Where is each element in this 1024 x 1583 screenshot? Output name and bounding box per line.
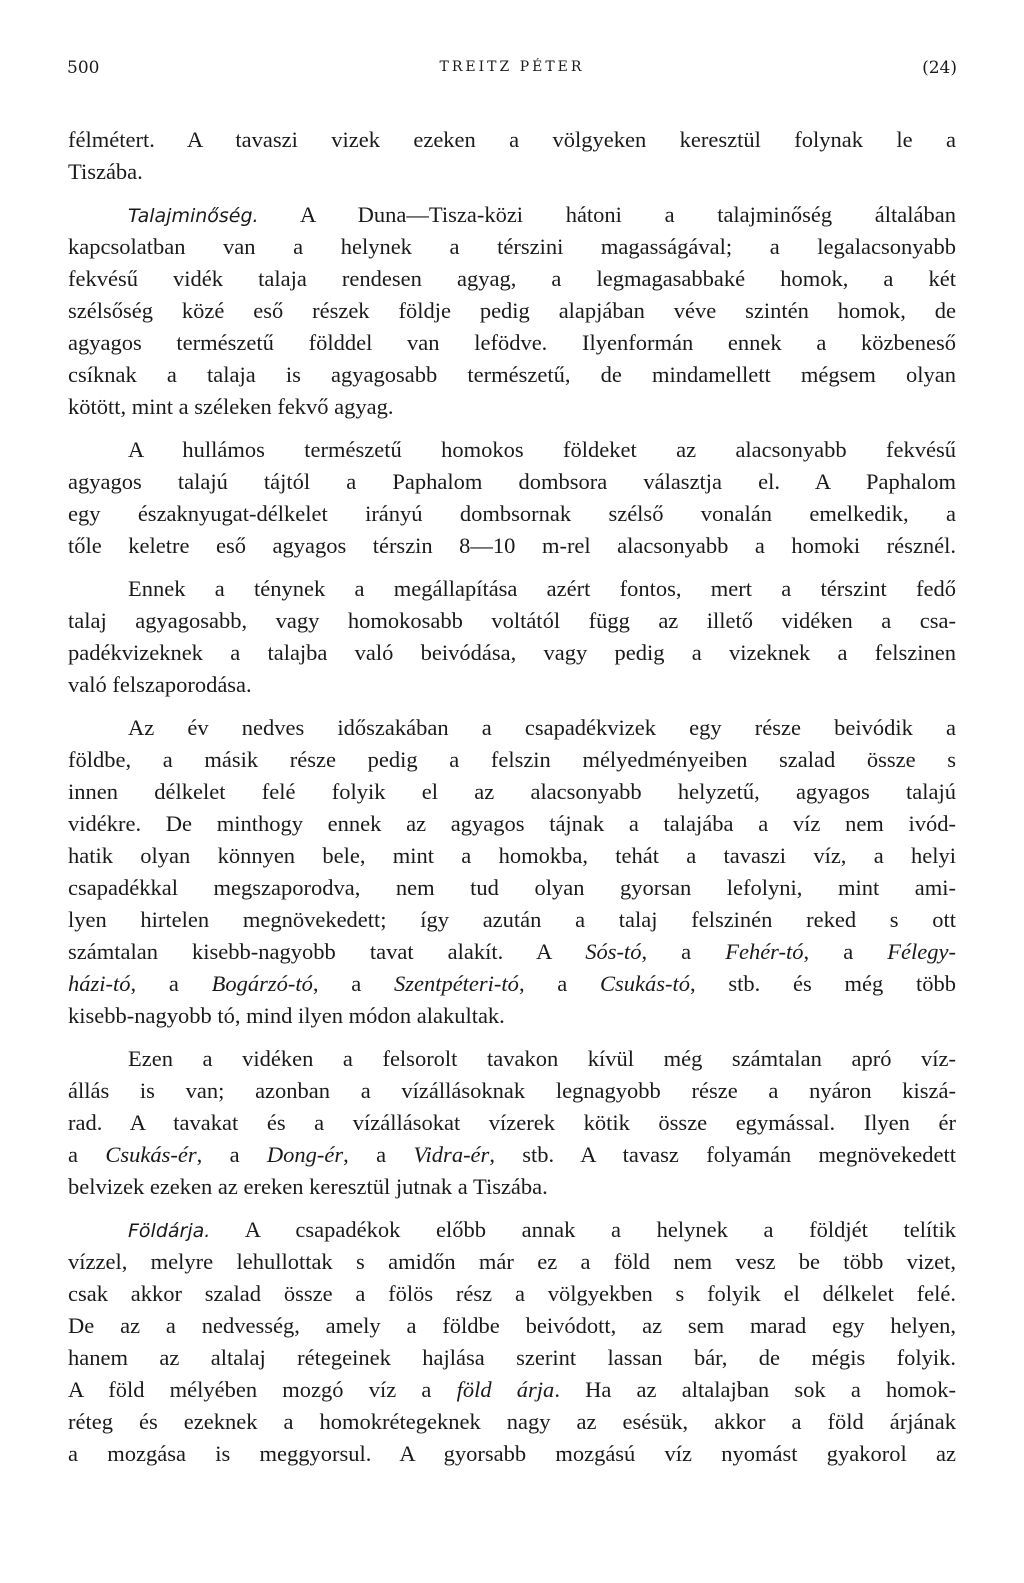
place-name: Csukás-ér: [105, 1142, 197, 1167]
text-line: agyagos természetű földdel van lefödve. Ilyenformán ennek a közbeneső: [68, 330, 956, 355]
text-line: házi-tó, a Bogárzó-tó, a Szentpéteri-tó, a Csukás-tó, stb. és még több: [68, 971, 956, 996]
term-emphasis: föld árja: [456, 1377, 555, 1402]
place-name: Fehér-tó: [725, 939, 804, 964]
text-line: A hullámos természetű homokos földeket az alacsonyabb fekvésű: [128, 437, 956, 462]
text-line: csak akkor szalad össze a fölös rész a völgyekben s folyik el délkelet felé.: [68, 1281, 956, 1306]
text-line: szélsőség közé eső részek földje pedig alapjában véve szintén homok, de: [68, 298, 956, 323]
text-line: hanem az altalaj rétegeinek hajlása szerint lassan bár, de mégis folyik.: [68, 1345, 956, 1370]
text-line: Talajminőség. A Duna—Tisza-közi hátoni a talajminőség általában: [128, 202, 956, 227]
text-line: való felszaporodása.: [68, 672, 252, 697]
text-line: csíknak a talaja is agyagosabb természetű, de mindamellett mégsem olyan: [68, 362, 956, 387]
text-line: számtalan kisebb-nagyobb tavat alakít. A Sós-tó, a Fehér-tó, a Félegy-: [68, 939, 956, 964]
text-line: fekvésű vidék talaja rendesen agyag, a legmagasabbaké homok, a két: [68, 266, 956, 291]
text-line: agyagos talajú tájtól a Paphalom dombsora választja el. A Paphalom: [68, 469, 956, 494]
text-line: földbe, a másik része pedig a felszin mélyedményeiben szalad össze s: [68, 747, 956, 772]
text-line: vidékre. De minthogy ennek az agyagos tájnak a talajába a víz nem ivód-: [68, 811, 956, 836]
text-line: kapcsolatban van a helynek a térszini magasságával; a legalacsonyabb: [68, 234, 956, 259]
text-line: A föld mélyében mozgó víz a föld árja. Ha az altalajban sok a homok-: [68, 1377, 956, 1402]
section-number: (24): [922, 58, 957, 78]
text-line: tőle keletre eső agyagos térszin 8—10 m-rel alacsonyabb a homoki résznél.: [68, 533, 956, 558]
section-heading-talajminoseg: Talajminőség.: [128, 205, 259, 227]
text-line: padékvizeknek a talajba való beivódása, vagy pedig a vizeknek a felszinen: [68, 640, 956, 665]
text-line: hatik olyan könnyen bele, mint a homokba, tehát a tavaszi víz, a helyi: [68, 843, 956, 868]
place-name: Csukás-tó: [600, 971, 691, 996]
text-line: réteg és ezeknek a homokrétegeknek nagy az esésük, akkor a föld árjának: [68, 1409, 956, 1434]
text-line: a Csukás-ér, a Dong-ér, a Vidra-ér, stb. A tavasz folyamán megnövekedett: [68, 1142, 956, 1167]
place-name: Vidra-ér: [413, 1142, 490, 1167]
text-line: vízzel, melyre lehullottak s amidőn már ez a föld nem vesz be több vizet,: [68, 1249, 956, 1274]
text-line: lyen hirtelen megnövekedett; így azután a talaj felszinén reked s ott: [68, 907, 956, 932]
text-line: De az a nedvesség, amely a földbe beivódott, az sem marad egy helyen,: [68, 1313, 956, 1338]
text-line: állás is van; azonban a vízállásoknak legnagyobb része a nyáron kiszá-: [68, 1078, 956, 1103]
text-line: rad. A tavakat és a vízállásokat vízerek kötik össze egymással. Ilyen ér: [68, 1110, 956, 1135]
place-name: házi-tó: [68, 971, 131, 996]
text-line: talaj agyagosabb, vagy homokosabb voltától függ az illető vidéken a csa-: [68, 608, 956, 633]
text-line: Ezen a vidéken a felsorolt tavakon kívül még számtalan apró víz-: [128, 1046, 956, 1071]
place-name: Dong-ér: [266, 1142, 344, 1167]
text-line: kötött, mint a széleken fekvő agyag.: [68, 394, 394, 419]
text-line: innen délkelet felé folyik el az alacsonyabb helyzetű, agyagos talajú: [68, 779, 956, 804]
section-heading-foldarja: Földárja.: [128, 1220, 211, 1242]
text-line: Földárja. A csapadékok előbb annak a helynek a földjét telítik: [128, 1217, 956, 1242]
page-header: [67, 58, 957, 88]
text-line: egy északnyugat-délkelet irányú dombsornak szélső vonalán emelkedik, a: [68, 501, 956, 526]
text-line: félmétert. A tavaszi vizek ezeken a völgyeken keresztül folynak le a: [68, 127, 956, 152]
page-number: 500: [67, 58, 100, 78]
text-line: Ennek a ténynek a megállapítása azért fontos, mert a térszint fedő: [128, 576, 956, 601]
place-name: Félegy-: [887, 939, 956, 964]
place-name: Bogárzó-tó: [211, 971, 313, 996]
text-line: a mozgása is meggyorsul. A gyorsabb mozgású víz nyomást gyakorol az: [68, 1441, 956, 1466]
text-line: belvizek ezeken az ereken keresztül jutnak a Tiszába.: [68, 1174, 548, 1199]
place-name: Sós-tó: [585, 939, 642, 964]
text-line: Az év nedves időszakában a csapadékvizek egy része beivódik a: [128, 715, 956, 740]
place-name: Szentpéteri-tó: [393, 971, 519, 996]
text-line: csapadékkal megszaporodva, nem tud olyan gyorsan lefolyni, mint ami-: [68, 875, 956, 900]
text-line: Tiszába.: [68, 159, 143, 184]
text-line: kisebb-nagyobb tó, mind ilyen módon alakultak.: [68, 1003, 505, 1028]
running-title: TREITZ PÉTER: [439, 59, 585, 75]
